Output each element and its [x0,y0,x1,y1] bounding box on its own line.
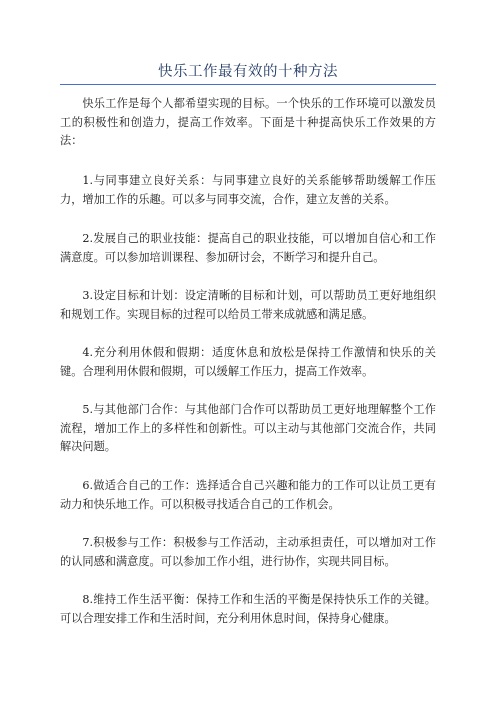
list-item-2: 2.发展自己的职业技能：提高自己的职业技能，可以增加自信心和工作满意度。可以参加培训课程、参加研讨会，不断学习和提升自己。 [60,232,436,264]
title-underline [60,84,436,85]
list-item-8: 8.维持工作生活平衡：保持工作和生活的平衡是保持快乐工作的关键。可以合理安排工作和生活时间，充分利用休息时间，保持身心健康。 [60,593,436,625]
list-item-1: 1.与同事建立良好关系：与同事建立良好的关系能够帮助缓解工作压力，增加工作的乐趣。可以多与同事交流，合作，建立友善的关系。 [60,174,436,206]
document-title: 快乐工作最有效的十种方法 [158,64,338,80]
list-item-4: 4.充分利用休假和假期：适度休息和放松是保持工作激情和快乐的关键。合理利用休假和假期，可以缓解工作压力，提高工作效率。 [60,346,436,378]
list-item-5: 5.与其他部门合作：与其他部门合作可以帮助员工更好地理解整个工作流程，增加工作上的多样性和创新性。可以主动与其他部门交流合作，共同解决问题。 [60,403,436,453]
list-item-3: 3.设定目标和计划：设定清晰的目标和计划，可以帮助员工更好地组织和规划工作。实现目标的过程可以给员工带来成就感和满足感。 [60,289,436,321]
list-item-6: 6.做适合自己的工作：选择适合自己兴趣和能力的工作可以让员工更有动力和快乐地工作。可以积极寻找适合自己的工作机会。 [60,479,436,511]
intro-paragraph: 快乐工作是每个人都希望实现的目标。一个快乐的工作环境可以激发员工的积极性和创造力，提高工作效率。下面是十种提高快乐工作效果的方法： [60,97,436,147]
list-item-7: 7.积极参与工作：积极参与工作活动，主动承担责任，可以增加对工作的认同感和满意度。可以参加工作小组，进行协作，实现共同目标。 [60,536,436,568]
